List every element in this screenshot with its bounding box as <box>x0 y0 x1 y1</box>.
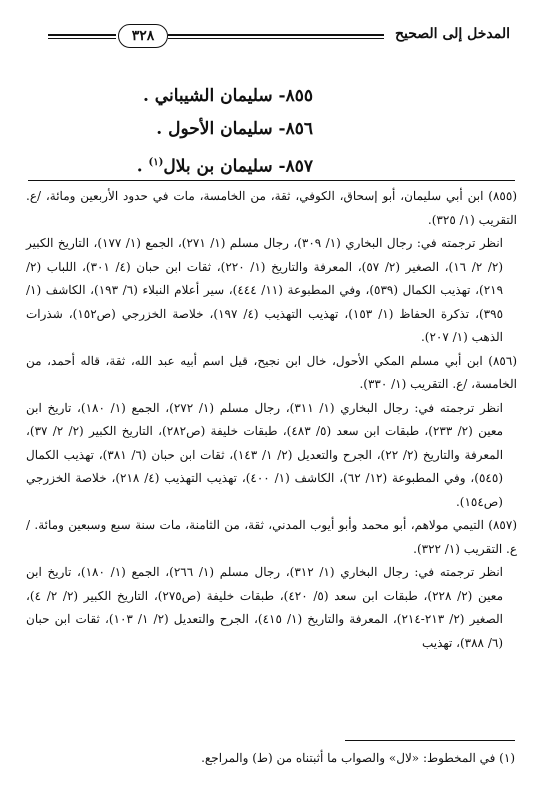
note-855-head: (٨٥٥) ابن أبي سليمان، أبو إسحاق، الكوفي، ثقة، من الخامسة، مات في حدود الأربعين ومائة، /ع. التقريب (١/ ٣٢٥). <box>26 189 517 227</box>
footnote-separator <box>345 740 515 741</box>
note-857-head: (٨٥٧) التيمي مولاهم، أبو محمد وأبو أيوب المدني، ثقة، من الثامنة، مات سنة سبع وسبعين ومائة. /ع. التقريب (١/ ٣٢٢). <box>26 518 517 556</box>
entry-857-text: ٨٥٧- سليمان بن بلال <box>163 156 313 177</box>
header-rule-left <box>48 34 116 39</box>
notes-separator <box>28 180 515 181</box>
footnote-ref: (١) <box>148 157 164 168</box>
running-title: المدخل إلى الصحيح <box>394 26 510 42</box>
narrator-list <box>83 80 313 184</box>
page-header <box>28 22 512 52</box>
note-856-head: (٨٥٦) ابن أبي مسلم المكي الأحول، خال ابن نجيح، قيل اسم أبيه عبد الله، ثقة، قاله أحمد، من الخامسة، /ع. التقريب (١/ ٣٣٠). <box>26 353 517 391</box>
entry-857 <box>83 146 313 184</box>
note-856-refs: انظر ترجمته في: رجال البخاري (١/ ٣١١)، رجال مسلم (١/ ٢٧٢)، الجمع (١/ ١٨٠)، تاريخ ابن معين (٢/ ٢٣٣)، طبقات ابن سعد (٥/ ٤٨٣)، طبقات خليفة (ص٢٨٢)، التاريخ الكبير (٢/ ٢/ ٣٧)، المعرفة والتاريخ (٢/ ٢٢)، الجرح والتعديل (٢/ ١/ ١٤٣)، ثقات ابن حبان (٦/ ٣٨١)، تهذيب الكمال (٥٤٥)، وفي المطبوعة (١٢/ ٦٢)، الكاشف (١/ ٤٠٠)، تهذيب التهذيب (٤/ ٢١٨)، خلاصة الخزرجي (ص١٥٤). <box>26 400 504 509</box>
footnote: (١) في المخطوط: «لال» والصواب ما أثبتناه من (ط) والمراجع. <box>201 751 515 765</box>
header-rule <box>168 34 384 39</box>
entry-857-end: . <box>136 156 149 177</box>
entry-855: ٨٥٥- سليمان الشيباني . <box>142 86 313 106</box>
notes-section <box>26 185 517 655</box>
note-855-refs: انظر ترجمته في: رجال البخاري (١/ ٣٠٩)، رجال مسلم (١/ ٢٧١)، الجمع (١/ ١٧٧)، التاريخ الكبير (٢/ ٢/ ١٦)، الصغير (٢/ ٥٧)، المعرفة والتاريخ (١/ ٢٢٠)، ثقات ابن حبان (٤/ ٣٠١)، اللباب (٢/ ٢١٩)، تهذيب الكمال (٥٣٩)، وفي المطبوعة (١١/ ٤٤٤)، سير أعلام النبلاء (٦/ ١٩٣)، الكاشف (١/ ٣٩٥)، تذكرة الحفاظ (١/ ١٥٣)، تهذيب التهذيب (٤/ ١٩٧)، خلاصة الخزرجي (ص١٥٢)، شذرات الذهب (١/ ٢٠٧). <box>26 236 504 344</box>
note-857-refs: انظر ترجمته في: رجال البخاري (١/ ٣١٢)، رجال مسلم (١/ ٢٦٦)، الجمع (١/ ١٨٠)، تاريخ ابن معين (٢/ ٢٢٨)، طبقات ابن سعد (٥/ ٤٢٠)، طبقات خليفة (ص٢٧٥)، التاريخ الكبير (٢/ ٢/ ٤)، الصغير (٢/ ٢١٣-٢١٤)، المعرفة والتاريخ (١/ ٤١٥)، الجرح والتعديل (٢/ ١/ ١٠٣)، ثقات ابن حبان (٦/ ٣٨٨)، تهذيب <box>26 565 504 650</box>
entry-856: ٨٥٦- سليمان الأحول . <box>156 119 313 139</box>
page-number: ٣٢٨ <box>118 24 168 48</box>
